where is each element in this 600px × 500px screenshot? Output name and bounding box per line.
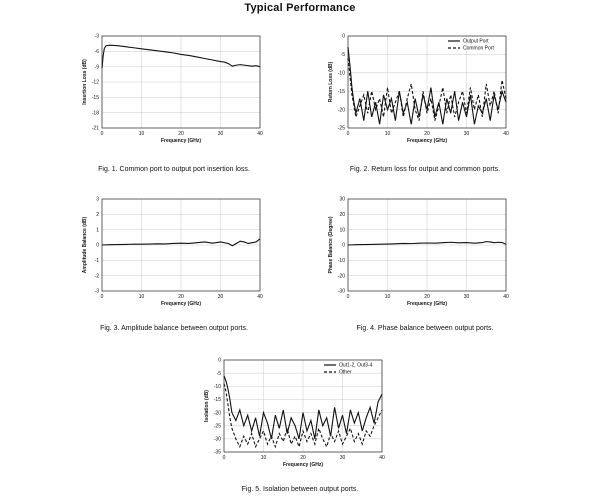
y-tick-label: -3 <box>94 33 99 40</box>
x-tick-label: 40 <box>257 294 263 300</box>
y-tick-label: -5 <box>340 52 345 59</box>
x-axis-title: Frequency (GHz) <box>160 138 202 144</box>
y-tick-label: -35 <box>213 449 221 456</box>
x-tick-label: 20 <box>300 455 306 461</box>
y-tick-label: -30 <box>337 288 345 295</box>
y-tick-label: -5 <box>216 370 221 377</box>
x-tick-label: 0 <box>100 294 104 300</box>
chart-svg <box>196 352 386 470</box>
x-tick-label: 40 <box>257 131 263 137</box>
y-tick-label: -6 <box>94 49 99 56</box>
x-tick-label: 30 <box>463 294 470 300</box>
x-axis-title: Frequency (GHz) <box>282 462 324 468</box>
y-tick-label: 3 <box>96 196 99 203</box>
y-tick-label: 0 <box>218 357 221 364</box>
x-tick-label: 40 <box>503 131 509 137</box>
chart-svg <box>74 191 264 309</box>
insertion-loss-chart <box>74 28 264 146</box>
y-axis-title: Isolation (dB) <box>204 390 210 422</box>
y-tick-label: -21 <box>91 125 99 132</box>
y-tick-label: 1 <box>96 227 99 234</box>
fig2-caption: Fig. 2. Return loss for output and common ports. <box>349 166 501 173</box>
y-axis-title: Return Loss (dB) <box>328 61 334 103</box>
y-tick-label: -12 <box>91 79 99 86</box>
x-tick-label: 20 <box>424 294 430 300</box>
x-tick-label: 10 <box>138 294 145 300</box>
x-tick-label: 0 <box>222 455 226 461</box>
y-tick-label: -1 <box>94 258 99 265</box>
y-tick-label: -10 <box>337 258 345 265</box>
x-tick-label: 30 <box>463 131 470 137</box>
y-tick-label: -10 <box>213 383 221 390</box>
x-tick-label: 10 <box>384 131 391 137</box>
y-axis-title: Insertion Loss (dB) <box>82 59 88 105</box>
y-tick-label: -20 <box>213 410 221 417</box>
y-tick-label: 20 <box>339 212 345 219</box>
x-tick-label: 0 <box>100 131 104 137</box>
x-tick-label: 10 <box>138 131 145 137</box>
y-tick-label: -15 <box>213 397 221 404</box>
y-tick-label: 0 <box>342 242 345 249</box>
fig3-caption: Fig. 3. Amplitude balance between output ports. <box>100 325 248 332</box>
x-axis-title: Frequency (GHz) <box>160 301 202 307</box>
x-tick-label: 20 <box>178 294 184 300</box>
legend-label: Out1-2, Out3-4 <box>339 362 373 369</box>
legend-label: Common Port <box>463 45 494 52</box>
amplitude-balance-chart <box>74 191 264 309</box>
return-loss-chart <box>320 28 510 146</box>
y-tick-label: 30 <box>339 196 345 203</box>
y-tick-label: -15 <box>91 95 99 102</box>
y-tick-label: -2 <box>94 273 99 280</box>
x-axis-title: Frequency (GHz) <box>406 138 448 144</box>
y-tick-label: 0 <box>342 33 345 40</box>
y-axis-title: Phase Balance (Degree) <box>328 216 334 274</box>
x-tick-label: 10 <box>384 294 391 300</box>
y-tick-label: -15 <box>337 88 345 95</box>
x-tick-label: 30 <box>217 294 224 300</box>
fig1-caption: Fig. 1. Common port to output port insertion loss. <box>98 166 250 173</box>
isolation-chart <box>196 352 386 470</box>
phase-balance-chart <box>320 191 510 309</box>
y-tick-label: 10 <box>339 227 345 234</box>
y-tick-label: 2 <box>96 212 99 219</box>
chart-svg <box>74 28 264 146</box>
x-tick-label: 40 <box>503 294 509 300</box>
y-tick-label: -3 <box>94 288 99 295</box>
x-tick-label: 20 <box>178 131 184 137</box>
x-tick-label: 20 <box>424 131 430 137</box>
y-tick-label: -20 <box>337 107 345 114</box>
y-tick-label: -20 <box>337 273 345 280</box>
y-tick-label: 0 <box>96 242 99 249</box>
x-tick-label: 0 <box>346 131 350 137</box>
legend-label: Other <box>339 369 352 376</box>
fig5-caption: Fig. 5. Isolation between output ports. <box>241 486 359 493</box>
y-axis-title: Amplitude Balance (dB) <box>82 216 88 274</box>
y-tick-label: -18 <box>91 110 99 117</box>
x-tick-label: 0 <box>346 294 350 300</box>
chart-svg <box>320 28 510 146</box>
page-title: Typical Performance <box>244 2 356 14</box>
x-tick-label: 40 <box>379 455 385 461</box>
x-tick-label: 10 <box>260 455 267 461</box>
fig4-caption: Fig. 4. Phase balance between output ports. <box>356 325 494 332</box>
x-tick-label: 30 <box>339 455 346 461</box>
legend-label: Output Port <box>463 38 489 45</box>
y-tick-label: -30 <box>213 436 221 443</box>
y-tick-label: -25 <box>213 423 221 430</box>
chart-svg <box>320 191 510 309</box>
y-tick-label: -10 <box>337 70 345 77</box>
x-tick-label: 30 <box>217 131 224 137</box>
y-tick-label: -25 <box>337 125 345 132</box>
y-tick-label: -9 <box>94 64 99 71</box>
x-axis-title: Frequency (GHz) <box>406 301 448 307</box>
